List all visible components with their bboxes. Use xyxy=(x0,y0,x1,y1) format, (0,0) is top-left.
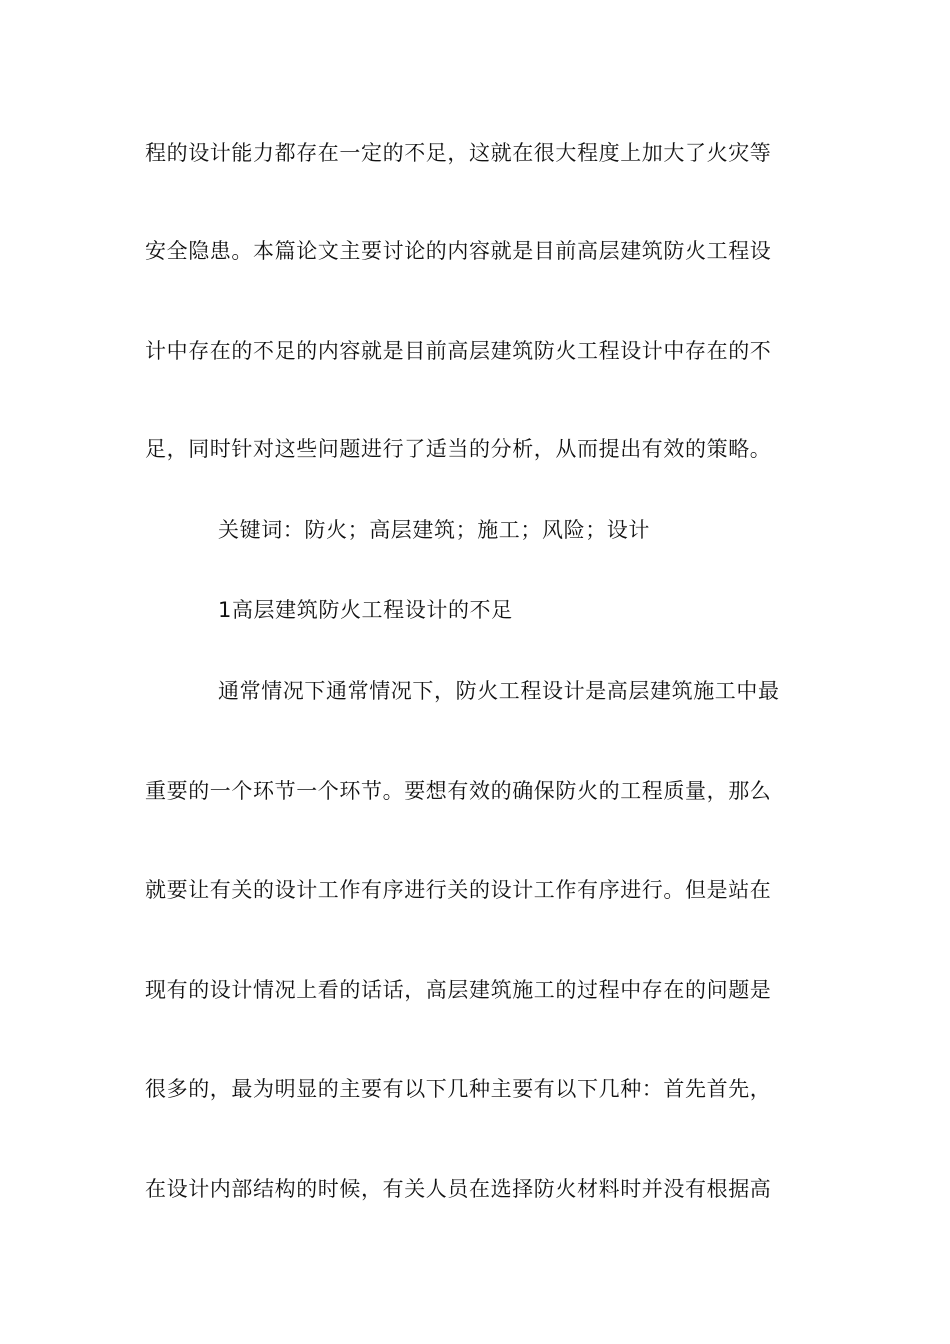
paragraph-line: 安全隐患。本篇论文主要讨论的内容就是目前高层建筑防火工程设 xyxy=(145,239,772,263)
paragraph-line: 通常情况下通常情况下，防火工程设计是高层建筑施工中最 xyxy=(218,679,780,703)
paragraph-line: 在设计内部结构的时候，有关人员在选择防火材料时并没有根据高 xyxy=(145,1177,772,1201)
paragraph-line: 就要让有关的设计工作有序进行关的设计工作有序进行。但是站在 xyxy=(145,878,772,902)
paragraph-line: 程的设计能力都存在一定的不足，这就在很大程度上加大了火灾等 xyxy=(145,141,772,165)
paragraph-line: 现有的设计情况上看的话话，高层建筑施工的过程中存在的问题是 xyxy=(145,978,772,1002)
section-heading: 1高层建筑防火工程设计的不足 xyxy=(218,598,513,622)
keywords-line: 关键词：防火；高层建筑；施工；风险；设计 xyxy=(218,518,650,542)
paragraph-line: 很多的，最为明显的主要有以下几种主要有以下几种：首先首先， xyxy=(145,1077,772,1101)
paragraph-line: 重要的一个环节一个环节。要想有效的确保防火的工程质量，那么 xyxy=(145,779,772,803)
paragraph-line: 计中存在的不足的内容就是目前高层建筑防火工程设计中存在的不 xyxy=(145,339,772,363)
paragraph-line: 足，同时针对这些问题进行了适当的分析，从而提出有效的策略。 xyxy=(145,437,772,461)
